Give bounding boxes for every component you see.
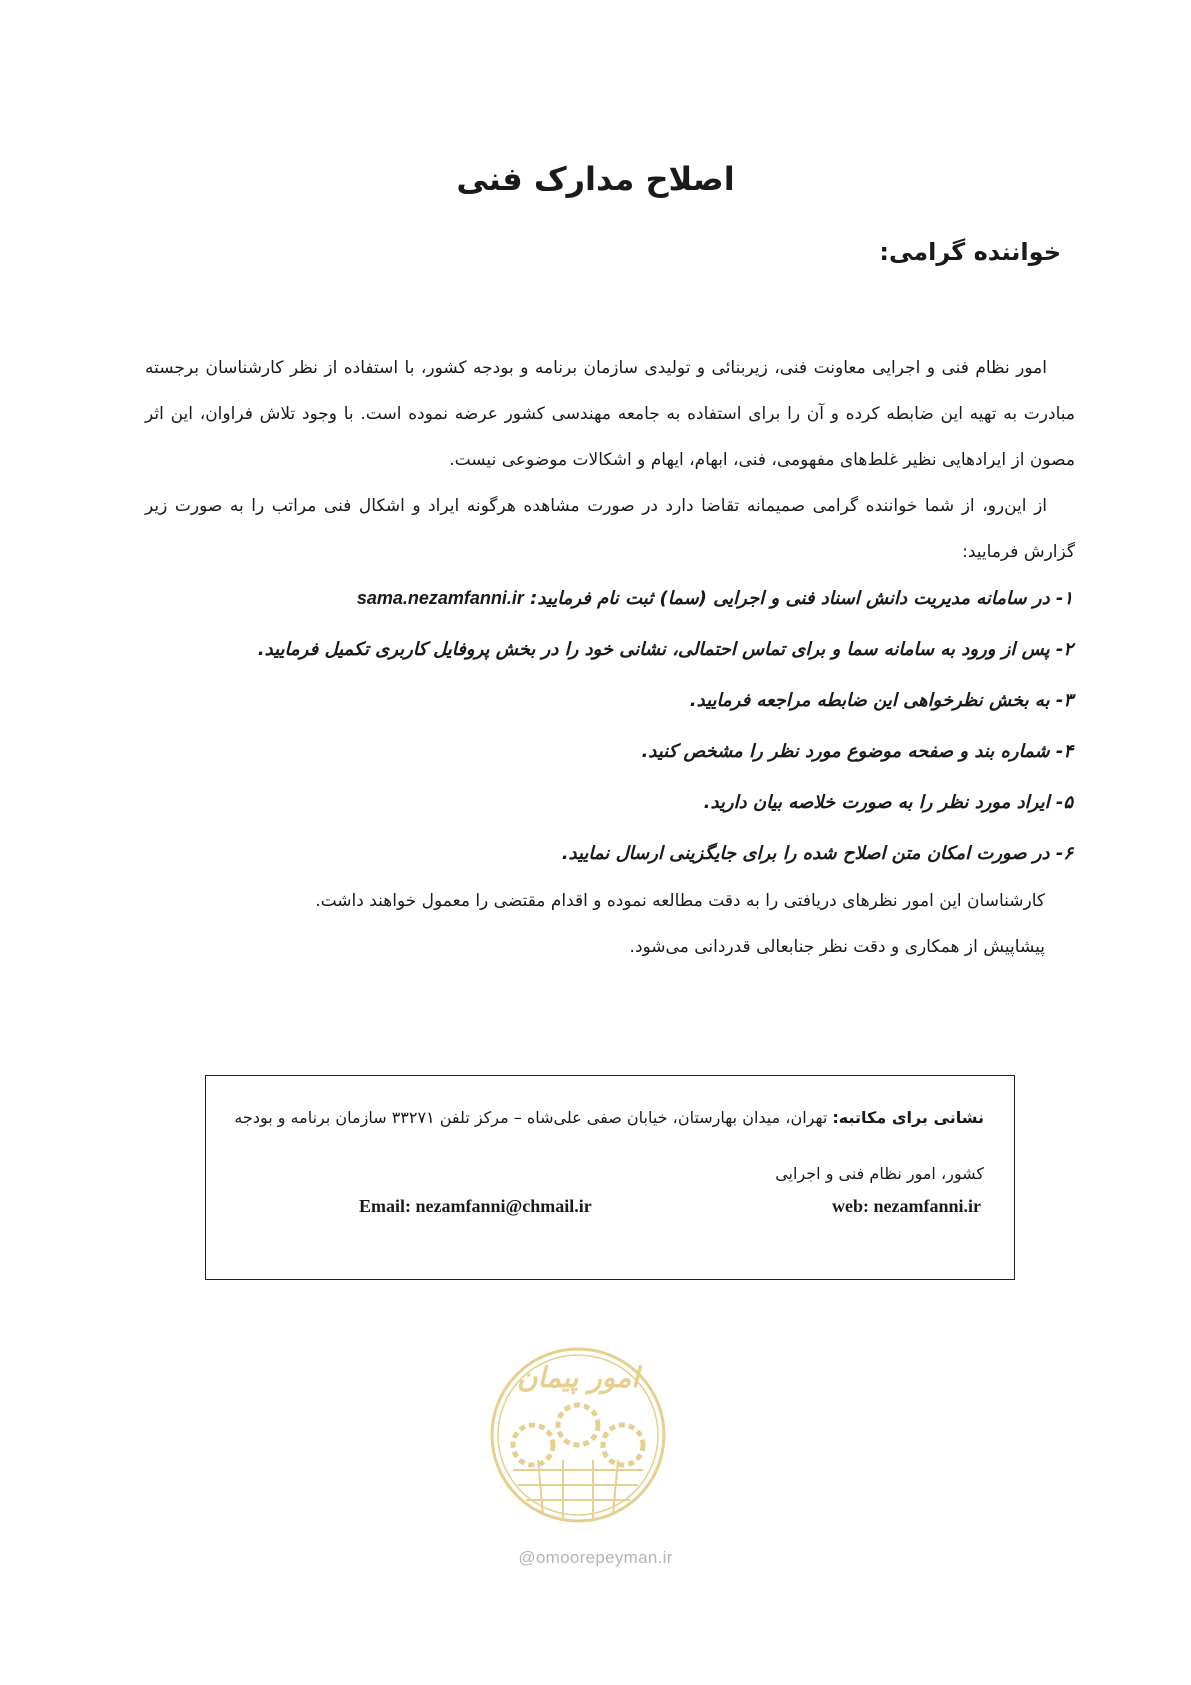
- step-4: ۴- شماره بند و صفحه موضوع مورد نظر را مشخص کنید.: [641, 741, 1073, 762]
- closing-line-1: کارشناسان این امور نظرهای دریافتی را به دقت مطالعه نموده و اقدام مقتضی را معمول خواهند داشت.: [315, 891, 1045, 911]
- seal-grid-icon: [513, 1460, 643, 1520]
- steps-list: [173, 573, 1073, 879]
- closing-line-2: پیشاپیش از همکاری و دقت نظر جنابعالی قدردانی می‌شود.: [629, 937, 1045, 957]
- page-title: اصلاح مدارک فنی: [456, 160, 735, 198]
- contact-label: نشانی برای مکاتبه:: [832, 1108, 984, 1127]
- contact-web[interactable]: web: nezamfanni.ir: [832, 1196, 981, 1216]
- seal-gears-icon: [513, 1405, 643, 1465]
- step-5: ۵- ایراد مورد نظر را به صورت خلاصه بیان دارید.: [703, 792, 1073, 813]
- seal-caption: @omoorepeyman.ir: [518, 1548, 673, 1567]
- request-paragraph: از این‌رو، از شما خواننده گرامی صمیمانه تقاضا دارد در صورت مشاهده هرگونه ایراد و اشکال فنی مراتب را به صورت زیر گزارش فرمایید:: [145, 496, 1075, 562]
- seal-text: امور پیمان: [516, 1361, 640, 1394]
- salutation: خواننده گرامی:: [879, 238, 1061, 266]
- contact-email[interactable]: Email: nezamfanni@chmail.ir: [359, 1196, 592, 1216]
- seal-logo: [488, 1325, 668, 1545]
- step-1: [173, 573, 1073, 624]
- closing-text: [173, 878, 1073, 970]
- contact-address: [226, 1090, 984, 1202]
- step-6: ۶- در صورت امکان متن اصلاح شده را برای جایگزینی ارسال نمایید.: [561, 843, 1073, 864]
- body-text: [145, 345, 1075, 575]
- contact-address-text: تهران، میدان بهارستان، خیابان صفی علی‌شاه – مرکز تلفن ۳۳۲۷۱ سازمان برنامه و بودجه کشور، امور نظام فنی و اجرایی: [234, 1108, 984, 1183]
- intro-paragraph: امور نظام فنی و اجرایی معاونت فنی، زیربنائی و تولیدی سازمان برنامه و بودجه کشور، با استفاده از نظر کارشناسان برجسته مبادرت به تهیه این ضابطه کرده و آن را برای استفاده به جامعه مهندسی کشور عرضه نموده است. با وجود تلاش فراوان، این اثر مصون از ایرادهایی نظیر غلط‌های مفهومی، فنی، ابهام، ایهام و اشکالات موضوعی نیست.: [145, 358, 1075, 470]
- step-3: ۳- به بخش نظرخواهی این ضابطه مراجعه فرمایید.: [689, 690, 1073, 711]
- step-1-text: ۱- در سامانه مدیریت دانش اسناد فنی و اجرایی (سما) ثبت نام فرمایید:: [530, 588, 1073, 609]
- contact-box: [205, 1075, 1015, 1280]
- step-2: ۲- پس از ورود به سامانه سما و برای تماس احتمالی، نشانی خود را در بخش پروفایل کاربری تکمیل فرمایید.: [257, 639, 1073, 660]
- sama-link[interactable]: sama.nezamfanni.ir: [356, 588, 524, 608]
